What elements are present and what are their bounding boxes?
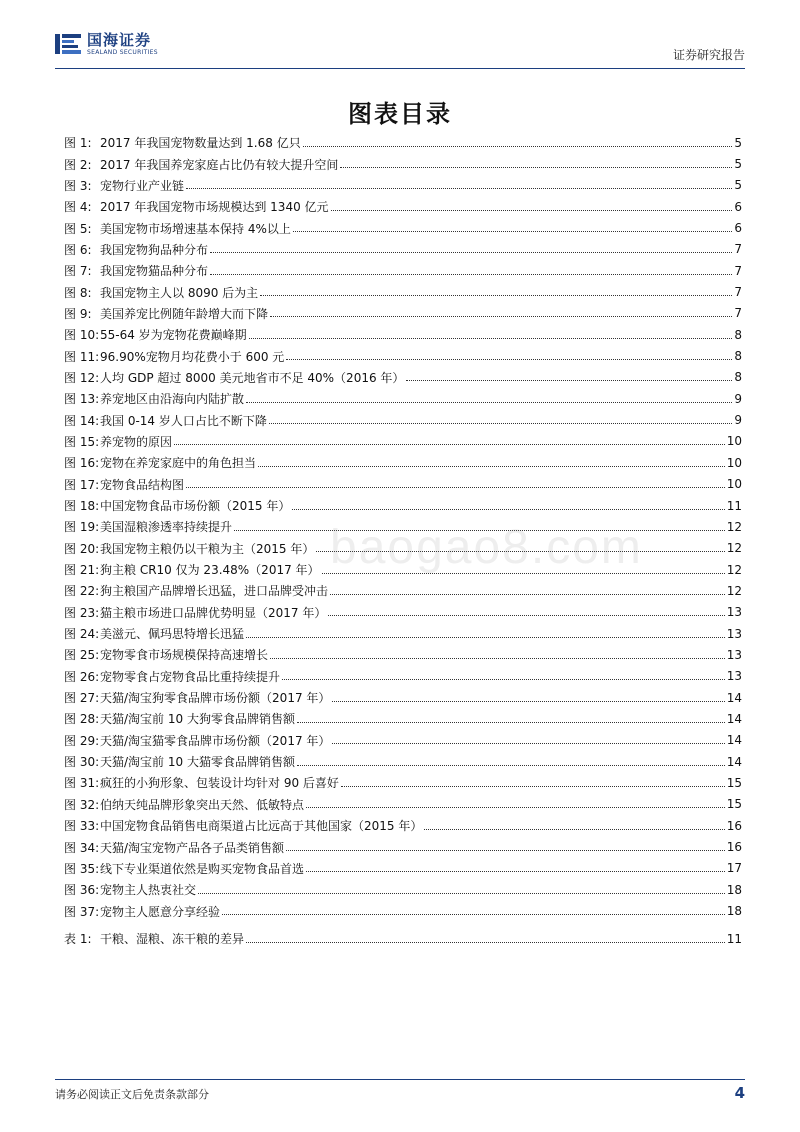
toc-entry-number: 图 24: [64, 627, 100, 642]
toc-entry-title: 中国宠物食品市场份额（2015 年） [100, 499, 291, 514]
dot-leader [210, 273, 732, 275]
toc-entry-page: 13 [726, 647, 742, 662]
figure-toc-entry[interactable] [64, 239, 742, 260]
toc-entry-title: 宠物零食市场规模保持高速增长 [100, 648, 269, 663]
figure-toc-entry[interactable] [64, 644, 742, 665]
toc-entry-page: 13 [726, 626, 742, 641]
dot-leader [303, 145, 733, 147]
logo-english-name: SEALAND SECURITIES [87, 49, 158, 56]
figure-toc-entry[interactable] [64, 495, 742, 516]
toc-entry-number: 图 16: [64, 456, 100, 471]
toc-entry-title: 养宠地区由沿海向内陆扩散 [100, 392, 245, 407]
figure-toc-entry[interactable] [64, 772, 742, 793]
figure-toc-entry[interactable] [64, 815, 742, 836]
toc-entry-number: 图 10: [64, 328, 100, 343]
toc-entry-title: 美国宠物市场增速基本保持 4%以上 [100, 221, 291, 236]
figure-toc-entry[interactable] [64, 132, 742, 153]
dot-leader [258, 465, 725, 467]
dot-leader [297, 721, 725, 723]
dot-leader [260, 294, 732, 296]
page-header [55, 28, 745, 69]
toc-entry-title: 天猫/淘宝前 10 大猫零食品牌销售额 [100, 755, 295, 770]
dot-leader [286, 849, 725, 851]
toc-entry-page: 16 [726, 840, 742, 855]
toc-entry-title: 我国宠物主人以 8090 后为主 [100, 285, 259, 300]
toc-entry-title: 美滋元、佩玛思特增长迅猛 [100, 627, 245, 642]
figure-toc-entry[interactable] [64, 303, 742, 324]
toc-entry-title: 宠物零食占宠物食品比重持续提升 [100, 669, 281, 684]
toc-entry-page: 14 [726, 711, 742, 726]
toc-entry-title: 美国湿粮渗透率持续提升 [100, 520, 233, 535]
dot-leader [269, 422, 732, 424]
dot-leader [406, 379, 732, 381]
toc-entry-page: 12 [726, 519, 742, 534]
figure-toc-entry[interactable] [64, 794, 742, 815]
dot-leader [331, 209, 733, 211]
toc-entry-number: 图 27: [64, 691, 100, 706]
toc-entry-title: 宠物主人愿意分享经验 [100, 904, 221, 919]
toc-entry-page: 18 [726, 904, 742, 919]
figure-toc-entry[interactable] [64, 858, 742, 879]
dot-leader [270, 315, 732, 317]
figure-toc-entry[interactable] [64, 196, 742, 217]
toc-entry-page: 15 [726, 775, 742, 790]
toc-entry-title: 中国宠物食品销售电商渠道占比远高于其他国家（2015 年） [100, 819, 423, 834]
toc-entry-title: 我国宠物猫品种分布 [100, 264, 209, 279]
figure-toc-entry[interactable] [64, 153, 742, 174]
toc-entry-page: 10 [726, 477, 742, 492]
figure-toc-entry[interactable] [64, 580, 742, 601]
dot-leader [186, 187, 732, 189]
dot-leader [293, 230, 733, 232]
dot-leader [306, 870, 725, 872]
dot-leader [424, 828, 724, 830]
toc-entry-number: 图 17: [64, 477, 100, 492]
toc-entry-number: 图 7: [64, 264, 92, 279]
toc-entry-title: 美国养宠比例随年龄增大而下降 [100, 306, 269, 321]
table-list [64, 928, 742, 949]
toc-entry-number: 图 18: [64, 499, 100, 514]
toc-entry-number: 图 9: [64, 306, 92, 321]
figure-toc-entry[interactable] [64, 452, 742, 473]
toc-entry-number: 图 1: [64, 136, 92, 151]
page-title: 图表目录 [348, 100, 452, 128]
toc-entry-title: 伯纳天纯品牌形象突出天然、低敏特点 [100, 797, 305, 812]
toc-entry-number: 图 21: [64, 563, 100, 578]
dot-leader [186, 486, 725, 488]
toc-entry-number: 图 5: [64, 221, 92, 236]
toc-entry-page: 7 [734, 306, 742, 321]
toc-entry-page: 13 [726, 605, 742, 620]
figure-toc-entry[interactable] [64, 281, 742, 302]
toc-entry-title: 天猫/淘宝前 10 大狗零食品牌销售额 [100, 712, 295, 727]
toc-entry-page: 5 [734, 178, 742, 193]
dot-leader [222, 913, 725, 915]
toc-entry-title: 天猫/淘宝狗零食品牌市场份额（2017 年） [100, 691, 331, 706]
toc-entry-title: 宠物在养宠家庭中的角色担当 [100, 456, 257, 471]
toc-entry-number: 图 36: [64, 883, 100, 898]
toc-entry-title: 宠物食品结构图 [100, 477, 185, 492]
dot-leader [198, 892, 725, 894]
toc-entry-page: 6 [734, 221, 742, 236]
figure-toc-entry[interactable] [64, 730, 742, 751]
toc-entry-number: 图 31: [64, 776, 100, 791]
figure-toc-entry[interactable] [64, 836, 742, 857]
dot-leader [246, 941, 725, 943]
toc-entry-title: 疯狂的小狗形象、包装设计均针对 90 后喜好 [100, 776, 339, 791]
figure-toc-entry[interactable] [64, 623, 742, 644]
table-toc-entry[interactable] [64, 928, 742, 949]
dot-leader [210, 251, 732, 253]
toc-entry-title: 猫主粮市场进口品牌优势明显（2017 年） [100, 605, 327, 620]
toc-entry-number: 图 14: [64, 413, 100, 428]
toc-entry-number: 图 11: [64, 349, 100, 364]
toc-entry-number: 图 8: [64, 285, 92, 300]
toc-entry-title: 宠物主人热衷社交 [100, 883, 197, 898]
dot-leader [330, 593, 725, 595]
figure-toc-entry[interactable] [64, 666, 742, 687]
toc-entry-page: 13 [726, 669, 742, 684]
toc-entry-title: 55-64 岁为宠物花费巅峰期 [100, 328, 247, 343]
page-number: 4 [734, 1084, 745, 1102]
toc-entry-page: 5 [734, 135, 742, 150]
dot-leader [340, 166, 732, 168]
toc-entry-number: 图 2: [64, 157, 92, 172]
watermark: baogao8.com [330, 521, 643, 574]
dot-leader [292, 508, 724, 510]
figure-toc-entry[interactable] [64, 687, 742, 708]
toc-entry-number: 图 29: [64, 733, 100, 748]
toc-entry-page: 11 [726, 498, 742, 513]
toc-entry-number: 图 20: [64, 541, 100, 556]
toc-entry-page: 14 [726, 690, 742, 705]
dot-leader [246, 401, 732, 403]
toc-entry-title: 线下专业渠道依然是购买宠物食品首选 [100, 861, 305, 876]
sealand-logo-icon [55, 32, 81, 56]
dot-leader [174, 443, 725, 445]
toc-entry-page: 7 [734, 242, 742, 257]
company-logo [55, 32, 158, 57]
dot-leader [286, 358, 732, 360]
toc-entry-page: 14 [726, 733, 742, 748]
figure-toc-entry[interactable] [64, 900, 742, 921]
toc-entry-page: 12 [726, 541, 742, 556]
toc-entry-page: 12 [726, 562, 742, 577]
toc-entry-number: 图 4: [64, 200, 92, 215]
toc-entry-title: 狗主粮国产品牌增长迅猛，进口品牌受冲击 [100, 584, 329, 599]
dot-leader [282, 678, 725, 680]
toc-entry-title: 我国宠物狗品种分布 [100, 242, 209, 257]
figure-toc-entry[interactable] [64, 879, 742, 900]
toc-entry-title: 我国 0-14 岁人口占比不断下降 [100, 413, 267, 428]
figure-toc-entry[interactable] [64, 602, 742, 623]
toc-entry-number: 图 34: [64, 840, 100, 855]
report-type-label: 证券研究报告 [672, 48, 745, 62]
toc-entry-title: 我国宠物主粮仍以干粮为主（2015 年） [100, 541, 315, 556]
toc-entry-number: 图 15: [64, 434, 100, 449]
toc-entry-page: 8 [734, 327, 742, 342]
toc-entry-number: 图 32: [64, 797, 100, 812]
toc-entry-page: 17 [726, 861, 742, 876]
toc-entry-number: 图 23: [64, 605, 100, 620]
dot-leader [246, 636, 725, 638]
figure-toc-entry[interactable] [64, 217, 742, 238]
toc-entry-title: 天猫/淘宝宠物产品各子品类销售额 [100, 840, 285, 855]
dot-leader [328, 614, 724, 616]
toc-entry-number: 图 12: [64, 370, 100, 385]
toc-entry-page: 18 [726, 882, 742, 897]
toc-entry-page: 16 [726, 818, 742, 833]
toc-entry-page: 7 [734, 263, 742, 278]
toc-entry-title: 2017 年我国宠物数量达到 1.68 亿只 [100, 136, 301, 151]
toc-entry-title: 宠物行业产业链 [100, 178, 185, 193]
toc-entry-number: 图 6: [64, 242, 92, 257]
toc-entry-page: 9 [734, 391, 742, 406]
dot-leader [332, 742, 724, 744]
toc-entry-title: 2017 年我国宠物市场规模达到 1340 亿元 [100, 200, 329, 215]
toc-entry-number: 图 13: [64, 392, 100, 407]
figure-toc-entry[interactable] [64, 324, 742, 345]
toc-entry-title: 96.90%宠物月均花费小于 600 元 [100, 349, 285, 364]
disclaimer-note: 请务必阅读正文后免责条款部分 [55, 1088, 209, 1101]
toc-entry-page: 7 [734, 285, 742, 300]
toc-entry-number: 图 3: [64, 178, 92, 193]
toc-entry-number: 图 33: [64, 819, 100, 834]
toc-entry-number: 表 1: [64, 932, 92, 947]
figure-toc-entry[interactable] [64, 431, 742, 452]
toc-entry-title: 干粮、湿粮、冻干粮的差异 [100, 932, 245, 947]
dot-leader [306, 806, 725, 808]
toc-entry-number: 图 22: [64, 584, 100, 599]
toc-entry-number: 图 19: [64, 520, 100, 535]
figure-toc-entry[interactable] [64, 409, 742, 430]
toc-entry-page: 9 [734, 413, 742, 428]
toc-entry-page: 8 [734, 370, 742, 385]
toc-entry-title: 2017 年我国养宠家庭占比仍有较大提升空间 [100, 157, 339, 172]
toc-entry-number: 图 37: [64, 904, 100, 919]
figure-toc-entry[interactable] [64, 260, 742, 281]
dot-leader [332, 700, 724, 702]
toc-entry-page: 10 [726, 434, 742, 449]
toc-entry-title: 人均 GDP 超过 8000 美元地省市不足 40%（2016 年） [100, 370, 405, 385]
toc-entry-number: 图 35: [64, 861, 100, 876]
figure-toc-entry[interactable] [64, 388, 742, 409]
figure-toc-entry[interactable] [64, 345, 742, 366]
logo-chinese-name: 国海证券 [87, 31, 152, 49]
figure-toc-entry[interactable] [64, 751, 742, 772]
toc-entry-page: 6 [734, 199, 742, 214]
toc-entry-page: 12 [726, 583, 742, 598]
toc-entry-title: 狗主粮 CR10 仅为 23.48%（2017 年） [100, 563, 320, 578]
toc-entry-title: 天猫/淘宝猫零食品牌市场份额（2017 年） [100, 733, 331, 748]
dot-leader [270, 657, 725, 659]
dot-leader [341, 785, 725, 787]
toc-entry-number: 图 26: [64, 669, 100, 684]
page-footer [55, 1079, 745, 1104]
toc-entry-page: 5 [734, 157, 742, 172]
dot-leader [249, 337, 733, 339]
toc-entry-number: 图 28: [64, 712, 100, 727]
toc-entry-page: 15 [726, 797, 742, 812]
figure-toc-entry[interactable] [64, 175, 742, 196]
figure-toc-entry[interactable] [64, 367, 742, 388]
toc-entry-page: 10 [726, 455, 742, 470]
toc-entry-page: 11 [726, 931, 742, 946]
toc-entry-title: 养宠物的原因 [100, 434, 173, 449]
toc-entry-number: 图 25: [64, 648, 100, 663]
figure-toc-entry[interactable] [64, 474, 742, 495]
toc-entry-page: 14 [726, 754, 742, 769]
toc-entry-page: 8 [734, 349, 742, 364]
dot-leader [297, 764, 725, 766]
toc-entry-number: 图 30: [64, 755, 100, 770]
figure-toc-entry[interactable] [64, 708, 742, 729]
